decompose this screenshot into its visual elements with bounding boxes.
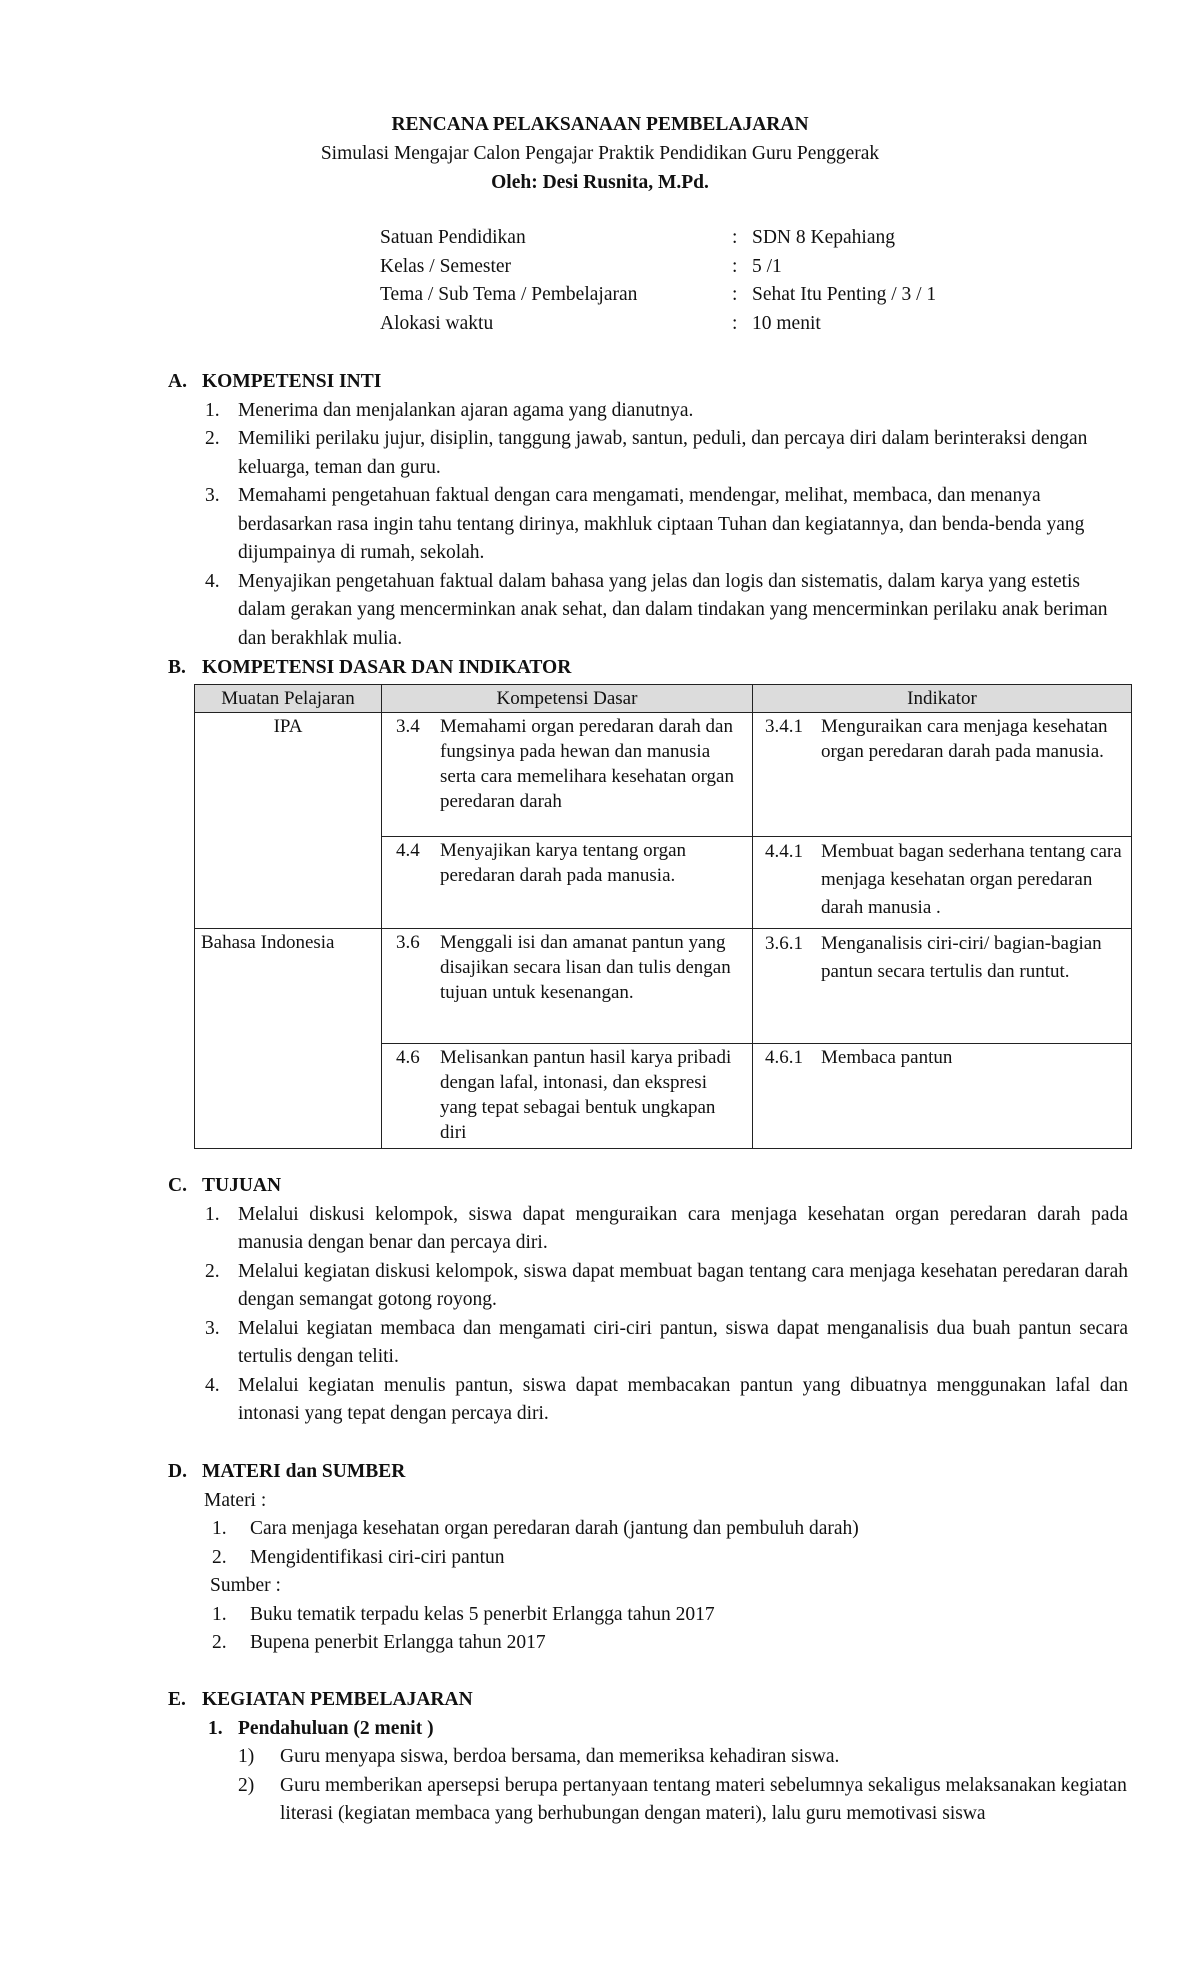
item-text: Menerima dan menjalankan ajaran agama yang dianutnya. [238,399,694,421]
section-materi [168,1458,1128,1658]
list-item [168,397,1128,426]
subsection-number: 1. [208,1717,223,1739]
indicator-cell [753,713,1132,837]
kd-cell [382,1044,753,1149]
indicator-text: Membuat bagan sederhana tentang cara menjaga kesehatan organ peredaran darah manusia . [821,841,1122,918]
document-author: Oleh: Desi Rusnita, M.Pd. [491,172,709,193]
indicator-text: Menguraikan cara menjaga kesehatan organ peredaran darah pada manusia. [821,716,1108,762]
indicator-code: 4.4.1 [765,841,803,862]
indicator-cell [753,1044,1132,1149]
kd-cell [382,837,753,929]
section-title: KEGIATAN PEMBELAJARAN [202,1689,473,1710]
item-text: Bupena penerbit Erlangga tahun 2017 [250,1632,546,1653]
materi-label: Materi : [204,1489,267,1511]
document-title: RENCANA PELAKSANAAN PEMBELAJARAN [391,114,809,135]
section-letter: E. [168,1689,186,1710]
item-number: 2. [212,1546,227,1568]
list-item [168,1515,1128,1544]
list-item [168,568,1128,654]
item-number: 1. [212,1603,227,1625]
section-title: KOMPETENSI INTI [202,371,382,392]
info-label: Tema / Sub Tema / Pembelajaran [380,284,638,305]
info-row [380,281,1000,310]
indicator-code: 4.6.1 [765,1047,803,1068]
info-row [380,310,1000,339]
info-label: Alokasi waktu [380,312,494,334]
sumber-list [168,1601,1128,1658]
kd-code: 3.6 [396,932,420,953]
tujuan-list [168,1201,1128,1429]
document-subtitle: Simulasi Mengajar Calon Pengajar Praktik Pendidikan Guru Penggerak [320,143,880,164]
section-heading [168,368,1128,397]
list-item [168,425,1128,482]
kompetensi-inti-list [168,397,1128,654]
indicator-code: 3.4.1 [765,716,803,737]
item-number: 1. [205,399,220,421]
section-letter: D. [168,1461,187,1482]
column-header: Kompetensi Dasar [382,685,753,713]
section-heading [168,1686,1128,1715]
list-item [168,1743,1128,1772]
sumber-label: Sumber : [210,1575,281,1596]
section-tujuan [168,1172,1128,1429]
item-number: 4. [205,570,220,592]
section-letter: C. [168,1175,187,1196]
kegiatan-steps [168,1743,1128,1829]
subsection-heading [168,1715,1128,1744]
info-value: Sehat Itu Penting / 3 / 1 [752,284,937,305]
info-block [380,224,1000,338]
subject-cell: Bahasa Indonesia [195,929,382,1149]
item-number: 3. [205,485,220,506]
section-kegiatan [168,1686,1128,1829]
section-heading [168,1458,1128,1487]
item-number: 3. [205,1317,220,1339]
info-value: SDN 8 Kepahiang [752,227,895,248]
kd-cell [382,929,753,1044]
list-item [168,1258,1128,1315]
list-item [168,1772,1128,1829]
item-text: Buku tematik terpadu kelas 5 penerbit Erlangga tahun 2017 [250,1603,715,1625]
item-number: 2. [205,428,220,449]
section-letter: A. [168,371,187,392]
kd-code: 4.4 [396,840,420,861]
kd-text: Menyajikan karya tentang organ peredaran darah pada manusia. [440,840,687,886]
item-number: 2. [205,1260,220,1282]
info-value: 10 menit [752,312,821,334]
item-text: Memiliki perilaku jujur, disiplin, tanggung jawab, santun, peduli, dan percaya diri dalam berinteraksi dengan keluarga, teman dan guru. [238,428,1088,478]
item-text: Melalui kegiatan menulis pantun, siswa dapat membacakan pantun yang dibuatnya menggunakan lafal dan intonasi yang tepat dengan percaya diri. [238,1374,1128,1424]
info-colon: : [732,255,738,277]
item-text: Mengidentifikasi ciri-ciri pantun [250,1546,505,1568]
info-label: Satuan Pendidikan [380,227,526,248]
info-value: 5 /1 [752,255,782,277]
subject-cell: IPA [195,713,382,929]
item-number: 1. [205,1203,220,1225]
section-title: KOMPETENSI DASAR DAN INDIKATOR [202,657,572,678]
item-text: Melalui kegiatan diskusi kelompok, siswa dapat membuat bagan tentang cara menjaga kesehatan peredaran darah dengan semangat gotong royong. [238,1260,1128,1310]
item-number: 1) [238,1746,255,1767]
item-text: Memahami pengetahuan faktual dengan cara mengamati, mendengar, melihat, membaca, dan menanya berdasarkan rasa ingin tahu tentang dirinya, makhluk ciptaan Tuhan dan kegiatannya, dan benda-benda yang dijumpainya di rumah, sekolah. [238,485,1085,563]
info-colon: : [732,284,738,305]
section-heading [168,1172,1128,1201]
materi-list [168,1515,1128,1572]
item-number: 4. [205,1374,220,1396]
info-label: Kelas / Semester [380,255,512,277]
kd-text: Menggali isi dan amanat pantun yang disajikan secara lisan dan tulis dengan tujuan untuk kesenangan. [440,932,731,1003]
section-letter: B. [168,657,186,678]
kd-code: 4.6 [396,1047,420,1068]
section-title: TUJUAN [202,1175,282,1196]
item-number: 2) [238,1774,255,1796]
section-kompetensi-inti [168,368,1128,653]
list-item [168,482,1128,568]
indicator-cell [753,929,1132,1044]
section-kompetensi-dasar [168,654,1128,683]
kd-text: Melisankan pantun hasil karya pribadi dengan lafal, intonasi, dan ekspresi yang tepat sebagai bentuk ungkapan diri [440,1047,732,1143]
indicator-text: Membaca pantun [821,1047,953,1068]
list-item [168,1544,1128,1573]
table-row [195,929,1132,1044]
item-number: 2. [212,1632,227,1653]
section-title: MATERI dan SUMBER [202,1461,406,1482]
kompetensi-table [194,684,1132,1149]
column-header: Indikator [753,685,1132,713]
item-text: Melalui kegiatan membaca dan mengamati ciri-ciri pantun, siswa dapat menganalisis dua buah pantun secara tertulis dengan teliti. [238,1317,1128,1367]
list-item [168,1629,1128,1658]
list-item [168,1372,1128,1429]
info-row [380,224,1000,253]
list-item [168,1315,1128,1372]
indicator-code: 3.6.1 [765,933,803,954]
kd-code: 3.4 [396,716,420,737]
section-heading [168,654,1128,683]
item-number: 1. [212,1518,227,1539]
item-text: Melalui diskusi kelompok, siswa dapat menguraikan cara menjaga kesehatan organ peredaran darah pada manusia dengan benar dan percaya diri. [238,1203,1128,1253]
indicator-cell [753,837,1132,929]
table-row [195,713,1132,837]
item-text: Guru menyapa siswa, berdoa bersama, dan memeriksa kehadiran siswa. [280,1746,840,1767]
subsection-title: Pendahuluan (2 menit ) [238,1717,434,1739]
kd-text: Memahami organ peredaran darah dan fungsinya pada hewan dan manusia serta cara memelihara kesehatan organ peredaran darah [440,716,734,812]
list-item [168,1601,1128,1630]
list-item [168,1201,1128,1258]
info-row [380,253,1000,282]
info-colon: : [732,227,738,248]
kd-cell [382,713,753,837]
item-text: Cara menjaga kesehatan organ peredaran darah (jantung dan pembuluh darah) [250,1518,859,1539]
item-text: Guru memberikan apersepsi berupa pertanyaan tentang materi sebelumnya sekaligus melaksanakan kegiatan literasi (kegiatan membaca yang berhubungan dengan materi), lalu guru memotivasi siswa [280,1774,1127,1824]
column-header: Muatan Pelajaran [195,685,382,713]
indicator-text: Menganalisis ciri-ciri/ bagian-bagian pantun secara tertulis dan runtut. [821,933,1102,982]
info-colon: : [732,312,738,334]
item-text: Menyajikan pengetahuan faktual dalam bahasa yang jelas dan logis dan sistematis, dalam karya yang estetis dalam gerakan yang mencerminkan anak sehat, dan dalam tindakan yang mencerminkan perilaku anak beriman dan berakhlak mulia. [238,570,1108,649]
table-header-row [195,685,1132,713]
